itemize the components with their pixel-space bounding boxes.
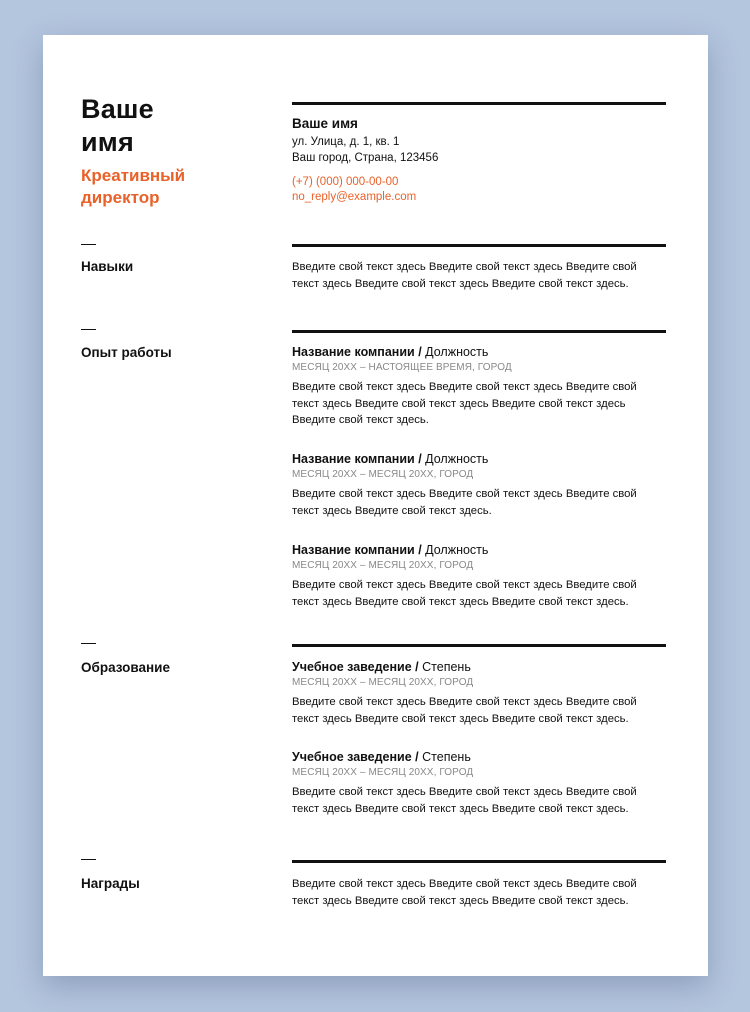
contact-block [292, 115, 666, 205]
entry-dates: МЕСЯЦ 20ХХ – МЕСЯЦ 20ХХ, ГОРОД [292, 560, 474, 571]
email-address: no_reply@example.com [292, 191, 417, 203]
section-dash-awards [81, 859, 96, 860]
section-rule-skills [292, 244, 666, 247]
entry-title: Название компании / Должность [292, 345, 489, 359]
section-rule-experience [292, 330, 666, 333]
entry-dates: МЕСЯЦ 20ХХ – МЕСЯЦ 20ХХ, ГОРОД [292, 677, 474, 688]
resume-name: Ваше имя [81, 94, 154, 157]
entry-dates: МЕСЯЦ 20ХХ – МЕСЯЦ 20ХХ, ГОРОД [292, 767, 474, 778]
address-line1: ул. Улица, д. 1, кв. 1 [292, 136, 400, 148]
section-rule-contact [292, 102, 666, 105]
experience-entry [292, 344, 666, 429]
section-title-awards: Награды [81, 876, 140, 891]
entry-dates: МЕСЯЦ 20ХХ – НАСТОЯЩЕЕ ВРЕМЯ, ГОРОД [292, 362, 512, 373]
resume-page [43, 35, 708, 976]
entry-text: Введите свой текст здесь Введите свой текст здесь Введите свой текст здесь Введите свой текст здесь Введите свой текст здесь. [292, 579, 637, 608]
section-title-education: Образование [81, 660, 170, 675]
section-dash-skills [81, 244, 96, 245]
experience-entry [292, 542, 666, 610]
education-entry [292, 659, 666, 727]
section-title-experience: Опыт работы [81, 345, 172, 360]
contact-name: Ваше имя [292, 116, 358, 131]
entry-text: Введите свой текст здесь Введите свой текст здесь Введите свой текст здесь Введите свой текст здесь Введите свой текст здесь Введите свой текст здесь. [292, 381, 637, 426]
section-dash-education [81, 643, 96, 644]
awards-text: Введите свой текст здесь Введите свой текст здесь Введите свой текст здесь Введите свой текст здесь Введите свой текст здесь. [292, 878, 637, 907]
address-line2: Ваш город, Страна, 123456 [292, 152, 439, 164]
entry-text: Введите свой текст здесь Введите свой текст здесь Введите свой текст здесь Введите свой текст здесь. [292, 488, 637, 517]
entry-dates: МЕСЯЦ 20ХХ – МЕСЯЦ 20ХХ, ГОРОД [292, 469, 474, 480]
entry-title: Название компании / Должность [292, 543, 489, 557]
experience-entry [292, 451, 666, 519]
section-title-skills: Навыки [81, 259, 134, 274]
phone-number: (+7) (000) 000-00-00 [292, 176, 399, 188]
section-rule-education [292, 644, 666, 647]
entry-text: Введите свой текст здесь Введите свой текст здесь Введите свой текст здесь Введите свой текст здесь Введите свой текст здесь. [292, 786, 637, 815]
entry-text: Введите свой текст здесь Введите свой текст здесь Введите свой текст здесь Введите свой текст здесь Введите свой текст здесь. [292, 696, 637, 725]
entry-title: Учебное заведение / Степень [292, 750, 471, 764]
education-entry [292, 749, 666, 817]
section-dash-experience [81, 329, 96, 330]
job-role: Креативный директор [81, 166, 186, 207]
skills-text: Введите свой текст здесь Введите свой текст здесь Введите свой текст здесь Введите свой текст здесь Введите свой текст здесь. [292, 261, 637, 290]
entry-title: Название компании / Должность [292, 452, 489, 466]
section-rule-awards [292, 860, 666, 863]
entry-title: Учебное заведение / Степень [292, 660, 471, 674]
